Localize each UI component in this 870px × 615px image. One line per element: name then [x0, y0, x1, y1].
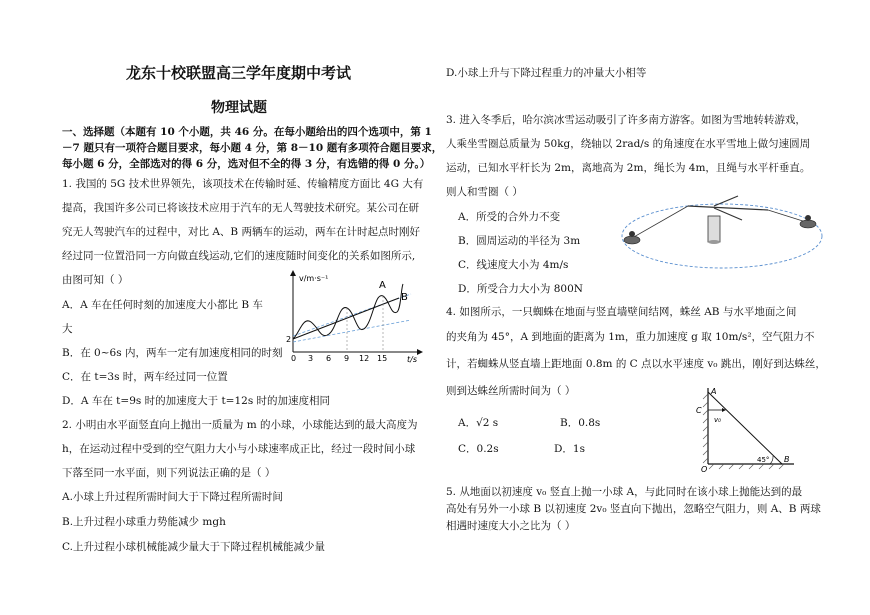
angle-arc: [770, 456, 773, 464]
q2-text-line: 2. 小明由水平面竖直向上抛出一质量为 m 的小球，小球能达到的最大高度为: [62, 419, 418, 431]
q1-text-line: 提高，我国许多公司已将该技术应用于汽车的无人驾驶技术研究。某公司在研: [62, 202, 419, 214]
y-intercept-label: 2: [286, 335, 292, 344]
q1-vt-graph: [283, 268, 423, 368]
tick-label: 12: [359, 354, 370, 363]
subject-title: 物理试题: [211, 100, 267, 116]
central-post: [708, 216, 720, 242]
q4-text-line: 则到达蛛丝所需时间为（ ）: [446, 385, 576, 397]
label-b: B: [401, 292, 408, 303]
q4-text-line: 4. 如图所示，一只蜘蛛在地面与竖直墙壁间结网，蛛丝 AB 与水平地面之间: [446, 306, 797, 318]
q3-snow-spinner-figure: [618, 192, 836, 274]
wall-hatching: [703, 394, 708, 463]
q2-option-b: B.上升过程小球重力势能减少 mgh: [62, 516, 226, 528]
exam-title: 龙东十校联盟高三学年度期中考试: [126, 64, 352, 82]
q4-option-d: D．1s: [554, 443, 585, 455]
q1-option-a: A．A 车在任何时刻的加速度大小都比 B 车: [62, 299, 263, 311]
point-o-label: O: [701, 465, 708, 474]
q5-text-line: 相遇时速度大小之比为（ ）: [446, 520, 576, 532]
person-head-icon: [629, 231, 635, 237]
q2-option-d: D.小球上升与下降过程重力的冲量大小相等: [446, 67, 647, 79]
tick-label: 15: [377, 354, 388, 363]
snow-tube-person: [800, 220, 816, 228]
q1-text-line: 1. 我国的 5G 技术世界领先，该项技术在传输时延、传输精度方面比 4G 大有: [62, 178, 424, 190]
q2-option-a: A.小球上升过程所需时间大于下降过程所需时间: [62, 491, 283, 503]
q3-text-line: 运动，已知水平杆长为 2m，离地高为 2m，绳长为 4m，且绳与水平杆垂直。: [446, 162, 811, 174]
section1-line: 每小题 6 分，全部选对的得 6 分，选对但不全的得 3 分，有选错的得 0 分。）: [62, 158, 431, 170]
curve-a: [293, 284, 403, 339]
person-head-icon: [805, 215, 811, 221]
x-axis-arrow: [417, 349, 423, 355]
x-axis-label: t/s: [407, 355, 417, 364]
q1-option-c: C．在 t=3s 时，两车经过同一位置: [62, 371, 228, 383]
v0-label: v₀: [714, 416, 721, 424]
q4-option-a: A．√2 s: [458, 417, 499, 429]
ground-hatching: [709, 464, 784, 469]
q4-option-c: C．0.2s: [458, 443, 499, 455]
section1-line: 一、选择题（本题有 10 个小题，共 46 分。在每小题给出的四个选项中，第 1: [62, 126, 432, 138]
q3-option-b: B．圆周运动的半径为 3m: [458, 235, 581, 247]
q3-option-a: A．所受的合外力不变: [458, 211, 561, 223]
q2-option-c: C.上升过程小球机械能减少量大于下降过程机械能减少量: [62, 541, 325, 553]
q4-text-line: 计，若蜘蛛从竖直墙上距地面 0.8m 的 C 点以水平速度 v₀ 跳出，刚好到达蛛丝，: [446, 358, 826, 370]
q4-text-line: 的夹角为 45°，A 到地面的距离为 1m，重力加速度 g 取 10m/s²，空气阻力不: [446, 331, 815, 343]
point-b-label: B: [784, 455, 790, 464]
lower-envelope: [293, 320, 411, 342]
q1-text-line: 经过同一位置沿同一方向做直线运动,它们的速度随时间变化的关系如图所示,: [62, 250, 416, 262]
q1-text-line: 究无人驾驶汽车的过程中，对比 A、B 两辆车的运动，两车在计时起点时刚好: [62, 226, 420, 238]
tick-label: 9: [344, 354, 350, 363]
angle-label: 45°: [757, 456, 770, 464]
q4-option-b: B．0.8s: [560, 417, 601, 429]
horizontal-arms: [688, 196, 768, 220]
rope: [632, 206, 688, 238]
point-a-label: A: [711, 387, 717, 396]
section1-line: －7 题只有一项符合题目要求，每小题 4 分，第 8－10 题有多项符合题目要求，: [62, 142, 443, 154]
tick-label: 6: [326, 354, 332, 363]
q1-option-a-cont: 大: [62, 323, 73, 335]
q3-text-line: 则人和雪圈（ ）: [446, 186, 523, 198]
y-axis-label: v/m·s⁻¹: [299, 274, 329, 283]
q5-text-line: 高处有另外一小球 B 以初速度 2v₀ 竖直向下抛出，忽略空气阻力，则 A、B 两球: [446, 503, 821, 515]
q1-option-d: D．A 车在 t=9s 时的加速度大于 t=12s 时的加速度相同: [62, 395, 331, 407]
silk-ab: [708, 392, 782, 464]
snow-tube-person: [624, 236, 640, 244]
q2-text-line: h，在运动过程中受到的空气阻力大小与小球速率成正比，经过一段时间小球: [62, 443, 416, 455]
q3-text-line: 人乘坐雪圈总质量为 50kg，绕轴以 2rad/s 的角速度在水平雪地上做匀速圆周: [446, 138, 811, 150]
tick-label: 3: [308, 354, 314, 363]
circular-path: [622, 204, 822, 268]
q2-text-line: 下落至同一水平面，则下列说法正确的是（ ）: [62, 467, 276, 479]
q3-option-c: C．线速度大小为 4m/s: [458, 259, 569, 271]
q4-web-figure: [690, 384, 800, 474]
label-a: A: [379, 280, 386, 291]
q1-text-line: 由图可知（ ）: [62, 274, 129, 286]
post-base: [708, 240, 720, 244]
y-axis-arrow: [290, 270, 296, 276]
point-c-label: C: [696, 406, 702, 415]
q5-text-line: 5. 从地面以初速度 v₀ 竖直上抛一小球 A，与此同时在该小球上抛能达到的最: [446, 486, 803, 498]
tick-label: 0: [291, 354, 297, 363]
q3-text-line: 3. 进入冬季后，哈尔滨冰雪运动吸引了许多南方游客。如图为雪地转转游戏，: [446, 114, 806, 126]
q1-option-b: B．在 0~6s 内，两车一定有加速度相同的时刻: [62, 347, 283, 359]
q3-option-d: D．所受合力大小为 800N: [458, 283, 583, 295]
